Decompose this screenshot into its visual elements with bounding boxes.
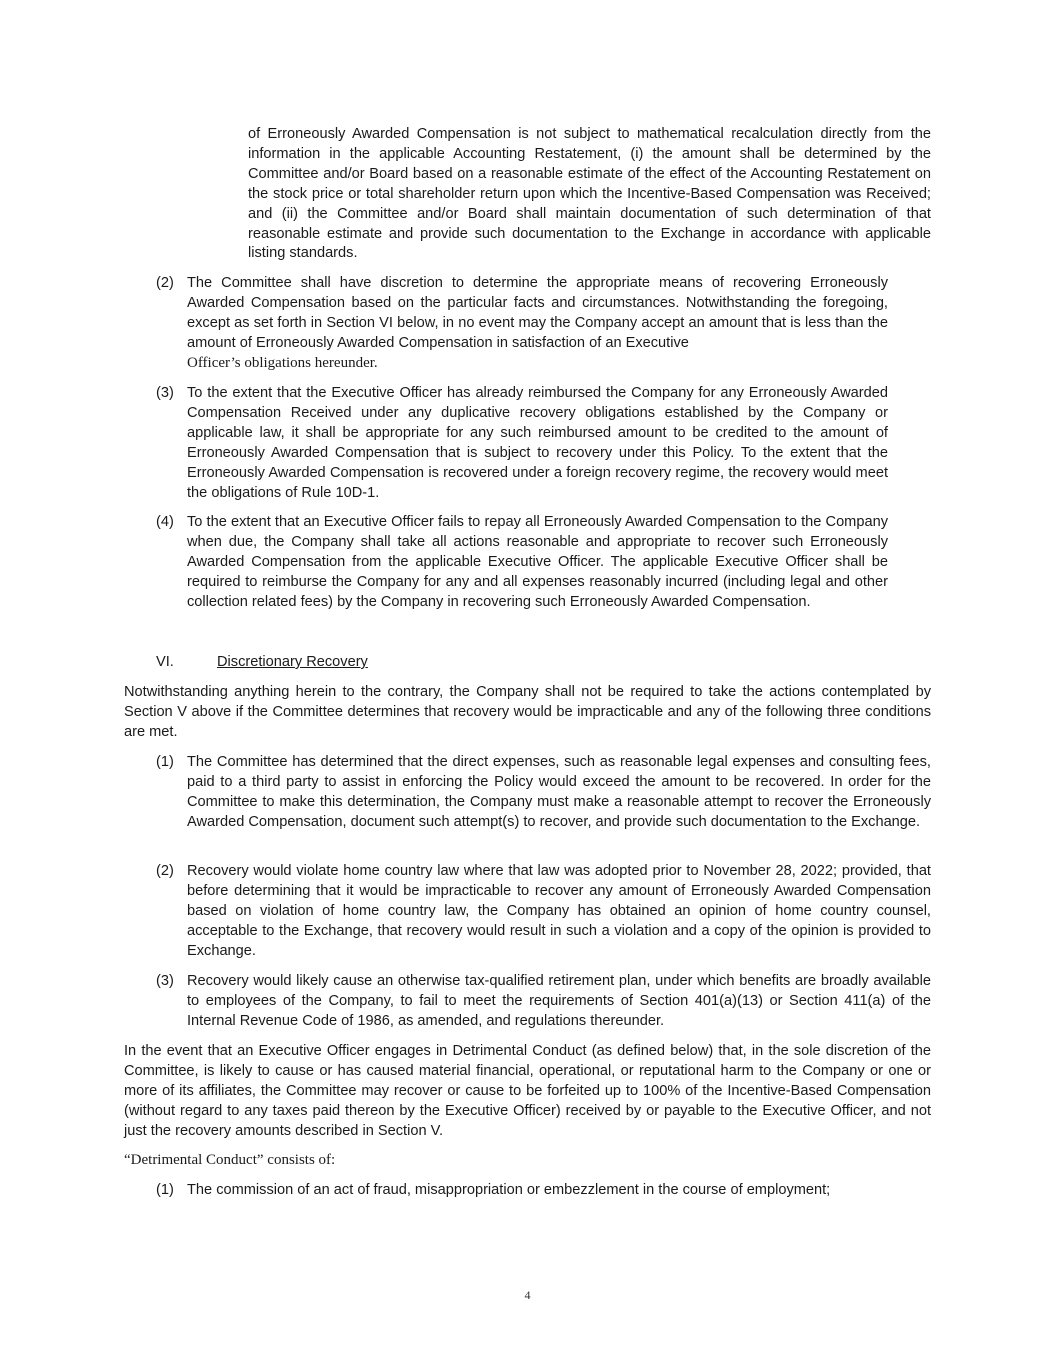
- list-item: The commission of an act of fraud, misappropriation or embezzlement in the course of employment;: [187, 1182, 831, 1198]
- list-item: The Committee has determined that the direct expenses, such as reasonable legal expenses and consulting fees, paid to a third party to assist in enforcing the Policy would exceed the amount to be recovered. In order for the Committee to make this determination, the Company must make a reasonable attempt to recover the Erroneously Awarded Compensation, document such attempt(s) to recover, and provide such documentation to the Exchange.: [187, 754, 931, 830]
- section-title-wrap: [217, 653, 368, 673]
- list-number: (2): [156, 863, 174, 879]
- section-heading: [156, 653, 174, 673]
- section-title: Discretionary Recovery: [217, 654, 368, 670]
- list-number: (1): [156, 754, 174, 770]
- list-item: To the extent that an Executive Officer fails to repay all Erroneously Awarded Compensation to the Company when due, the Company shall take all actions reasonable and appropriate to recover such Erroneously Awarded Compensation from the applicable Executive Officer. The applicable Executive Officer shall be required to reimburse the Company for any and all expenses reasonably incurred (including legal and other collection related fees) by the Company in recovering such Erroneously Awarded Compensation.: [187, 514, 888, 610]
- page-number: 4: [524, 1288, 531, 1302]
- list-item: [187, 274, 888, 374]
- section-number: VI.: [156, 654, 174, 670]
- list-item-text: The Committee shall have discretion to determine the appropriate means of recovering Erroneously Awarded Compensation based on the particular facts and circumstances. Notwithstanding the foregoing, except as set forth in Section VI below, in no event may the Company accept an amount that is less than the amount of Erroneously Awarded Compensation in satisfaction of an Executive: [187, 275, 888, 351]
- list-number: (3): [156, 385, 174, 401]
- section-intro: Notwithstanding anything herein to the contrary, the Company shall not be required to take the actions contemplated by Section V above if the Committee determines that recovery would be impracticable and any of the following three conditions are met.: [124, 684, 931, 740]
- list-number: (1): [156, 1182, 174, 1198]
- continuation-paragraph: of Erroneously Awarded Compensation is not subject to mathematical recalculation directly from the information in the applicable Accounting Restatement, (i) the amount shall be determined by the Committee and/or Board based on a reasonable estimate of the effect of the Accounting Restatement on the stock price or total shareholder return upon which the Incentive-Based Compensation was Received; and (ii) the Committee and/or Board shall maintain documentation of such determination of that reasonable estimate and provide such documentation to the Exchange in accordance with applicable listing standards.: [248, 126, 931, 262]
- list-item: Recovery would likely cause an otherwise tax-qualified retirement plan, under which benefits are broadly available to employees of the Company, to fail to meet the requirements of Section 401(a)(13) or Section 411(a) of the Internal Revenue Code of 1986, as amended, and regulations thereunder.: [187, 973, 931, 1029]
- list-item: Recovery would violate home country law where that law was adopted prior to November 28, 2022; provided, that before determining that it would be impracticable to recover any amount of Erroneously Awarded Compensation based on violation of home country law, the Company has obtained an opinion of home country counsel, acceptable to the Exchange, that recovery would result in such a violation and a copy of the opinion is provided to Exchange.: [187, 863, 931, 959]
- list-number: (3): [156, 973, 174, 989]
- list-number: (2): [156, 275, 174, 291]
- detrimental-paragraph: In the event that an Executive Officer engages in Detrimental Conduct (as defined below) that, in the sole discretion of the Committee, is likely to cause or has caused material financial, operational, or reputational harm to the Company or one or more of its affiliates, the Committee may recover or cause to be forfeited up to 100% of the Incentive-Based Compensation (without regard to any taxes paid thereon by the Executive Officer) received by or payable to the Executive Officer, and not just the recovery amounts described in Section V.: [124, 1043, 931, 1139]
- list-number: (4): [156, 514, 174, 530]
- list-item: To the extent that the Executive Officer has already reimbursed the Company for any Erroneously Awarded Compensation Received under any duplicative recovery obligations established by the Company or applicable law, it shall be appropriate for any such reimbursed amount to be credited to the amount of Erroneously Awarded Compensation that is subject to recovery under this Policy. To the extent that the Erroneously Awarded Compensation is recovered under a foreign recovery regime, the recovery would meet the obligations of Rule 10D-1.: [187, 385, 888, 501]
- detrimental-label: “Detrimental Conduct” consists of:: [124, 1152, 336, 1168]
- list-item-text-tail: Officer’s obligations hereunder.: [187, 354, 378, 371]
